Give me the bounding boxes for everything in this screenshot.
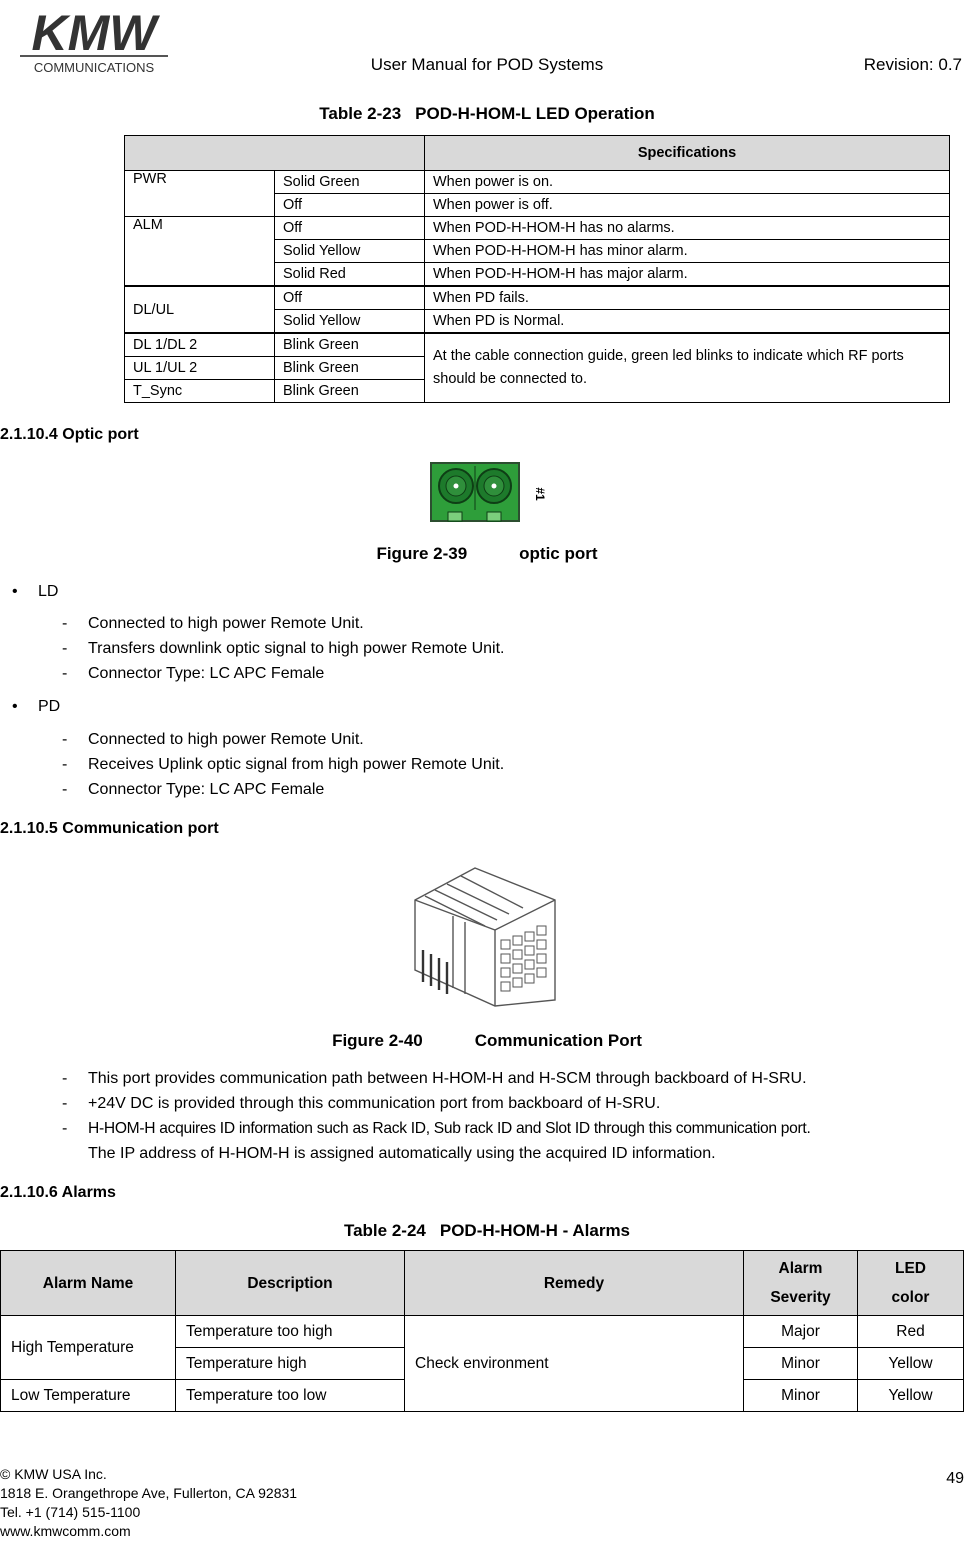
- table-header-spec: Specifications: [425, 136, 950, 171]
- list-item: - Connected to high power Remote Unit.: [62, 731, 364, 748]
- bullet-pd: • PD: [12, 698, 61, 715]
- led-state: Solid Red: [275, 263, 425, 287]
- led-spec: When POD-H-HOM-H has major alarm.: [425, 263, 950, 287]
- figure-text: Communication Port: [474, 1031, 642, 1050]
- led-spec: When power is off.: [425, 194, 950, 217]
- table-row: [125, 217, 950, 240]
- led-state: Off: [275, 286, 425, 310]
- table-row: [125, 333, 950, 357]
- list-item-continuation: The IP address of H-HOM-H is assigned automatically using the acquired ID information.: [88, 1145, 716, 1162]
- list-item: - Transfers downlink optic signal to high power Remote Unit.: [62, 640, 505, 657]
- led-spec: When PD fails.: [425, 286, 950, 310]
- header-severity: Alarm Severity: [744, 1251, 858, 1316]
- footer-address: [0, 1465, 297, 1541]
- led-state: Off: [275, 194, 425, 217]
- figure-number: Figure 2-39: [376, 544, 468, 563]
- led-state: Blink Green: [275, 357, 425, 380]
- header-alarm-name: Alarm Name: [1, 1251, 176, 1316]
- logo-subtext: COMMUNICATIONS: [33, 60, 155, 75]
- alarm-description: Temperature too high: [176, 1316, 405, 1348]
- list-item: - Connector Type: LC APC Female: [62, 781, 325, 798]
- led-state: Solid Green: [275, 171, 425, 194]
- document-title: User Manual for POD Systems: [370, 55, 604, 74]
- footer-street: 1818 E. Orangethrope Ave, Fullerton, CA 92831: [0, 1485, 298, 1501]
- table-caption: [0, 104, 974, 124]
- port-label: #1: [533, 487, 547, 501]
- led-state: Solid Yellow: [275, 310, 425, 334]
- led-operation-table: [124, 135, 950, 403]
- alarm-severity: Minor: [744, 1380, 858, 1412]
- led-state: Blink Green: [275, 380, 425, 403]
- alarms-table: [0, 1250, 964, 1412]
- section-heading-alarms: 2.1.10.6 Alarms: [0, 1184, 116, 1201]
- led-spec: When power is on.: [425, 171, 950, 194]
- list-item: - +24V DC is provided through this communication port from backboard of H-SRU.: [62, 1095, 661, 1112]
- table-caption-text: POD-H-HOM-H - Alarms: [439, 1221, 631, 1240]
- alarm-led-color: Red: [858, 1316, 964, 1348]
- bullet-label: PD: [38, 698, 61, 715]
- alarm-description: Temperature too low: [176, 1380, 405, 1412]
- figure-text: optic port: [519, 544, 598, 563]
- figure-caption-optic: [0, 544, 974, 564]
- led-name: UL 1/UL 2: [125, 357, 275, 380]
- figure-caption-comm: [0, 1031, 974, 1051]
- table-row: [125, 286, 950, 310]
- led-state: Off: [275, 217, 425, 240]
- alarm-severity: Major: [744, 1316, 858, 1348]
- table-header-row: [125, 136, 950, 171]
- communication-port-image: [405, 860, 565, 1010]
- table-row: [125, 171, 950, 194]
- section-heading-optic: 2.1.10.4 Optic port: [0, 426, 139, 443]
- logo-text: KMW: [31, 5, 157, 61]
- led-name: PWR: [125, 171, 275, 217]
- alarm-name: High Temperature: [1, 1316, 176, 1380]
- led-spec: When POD-H-HOM-H has minor alarm.: [425, 240, 950, 263]
- table-caption-number: Table 2-24: [343, 1221, 426, 1240]
- led-spec: When PD is Normal.: [425, 310, 950, 334]
- header-description: Description: [176, 1251, 405, 1316]
- table-row: [1, 1316, 964, 1348]
- table-header-blank: [125, 136, 425, 171]
- list-item: - H-HOM-H acquires ID information such as Rack ID, Sub rack ID and Slot ID through this communication port.: [62, 1120, 811, 1137]
- led-spec: When POD-H-HOM-H has no alarms.: [425, 217, 950, 240]
- optic-port-image: [428, 460, 548, 526]
- list-item: - Connected to high power Remote Unit.: [62, 615, 364, 632]
- alarm-remedy: Check environment: [405, 1316, 744, 1412]
- page-number: 49: [946, 1470, 964, 1487]
- table-caption-alarms: [0, 1221, 974, 1241]
- bullet-label: LD: [38, 583, 59, 600]
- table-caption-number: Table 2-23: [319, 104, 402, 123]
- header-remedy: Remedy: [405, 1251, 744, 1316]
- table-header-row: [1, 1251, 964, 1316]
- led-name: T_Sync: [125, 380, 275, 403]
- alarm-severity: Minor: [744, 1348, 858, 1380]
- footer-website: www.kmwcomm.com: [0, 1523, 131, 1539]
- list-item: - Receives Uplink optic signal from high power Remote Unit.: [62, 756, 505, 773]
- led-name: DL/UL: [125, 286, 275, 333]
- header-led-color: LED color: [858, 1251, 964, 1316]
- table-caption-text: POD-H-HOM-L LED Operation: [415, 104, 655, 123]
- alarm-name: Low Temperature: [1, 1380, 176, 1412]
- bullet-ld: • LD: [12, 583, 59, 600]
- revision-label: Revision: 0.7: [863, 55, 962, 74]
- alarm-led-color: Yellow: [858, 1380, 964, 1412]
- led-spec: At the cable connection guide, green led blinks to indicate which RF ports should be connected to.: [425, 333, 950, 403]
- led-state: Blink Green: [275, 333, 425, 357]
- led-name: ALM: [125, 217, 275, 287]
- footer-copyright: © KMW USA Inc.: [0, 1466, 107, 1482]
- list-item: - This port provides communication path between H-HOM-H and H-SCM through backboard of H-SRU.: [62, 1070, 807, 1087]
- alarm-description: Temperature high: [176, 1348, 405, 1380]
- figure-number: Figure 2-40: [332, 1031, 423, 1050]
- section-heading-comm: 2.1.10.5 Communication port: [0, 820, 219, 837]
- alarm-led-color: Yellow: [858, 1348, 964, 1380]
- led-state: Solid Yellow: [275, 240, 425, 263]
- footer-phone: Tel. +1 (714) 515-1100: [0, 1504, 141, 1520]
- list-item: - Connector Type: LC APC Female: [62, 665, 325, 682]
- led-name: DL 1/DL 2: [125, 333, 275, 357]
